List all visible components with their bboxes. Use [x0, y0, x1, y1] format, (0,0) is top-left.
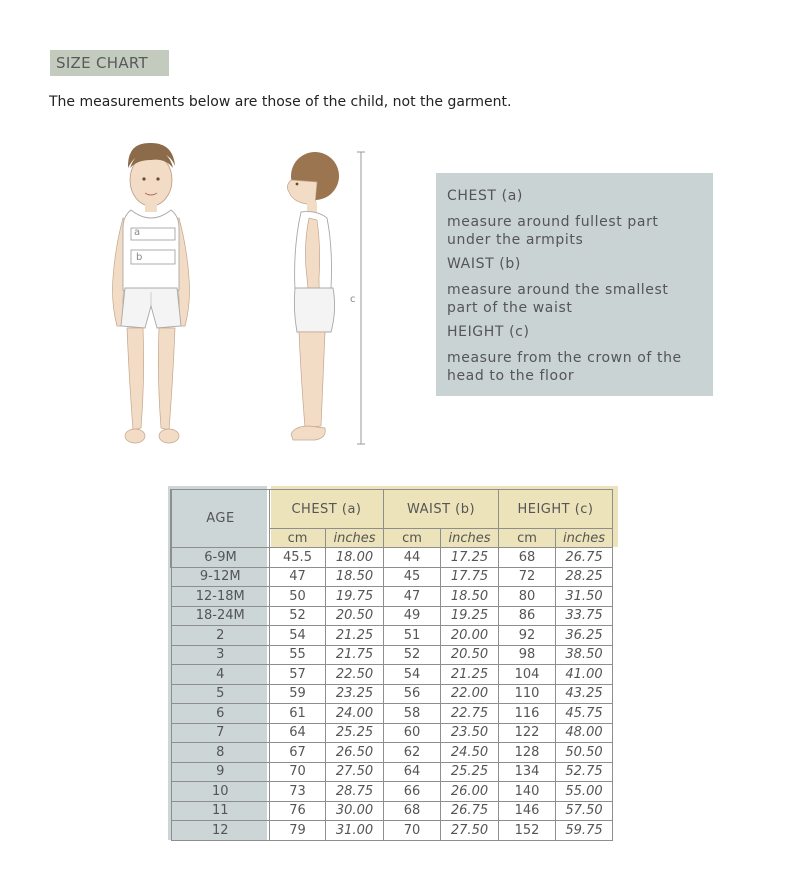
- table-row: [171, 704, 613, 724]
- inches-cell: 52.75: [556, 762, 613, 782]
- cm-cell: 47: [384, 587, 441, 607]
- unit-inches: inches: [326, 529, 384, 548]
- cm-cell: 54: [384, 665, 441, 685]
- cm-cell: 122: [499, 723, 556, 743]
- cm-cell: 45: [384, 567, 441, 587]
- cm-cell: 146: [499, 801, 556, 821]
- table-row: [171, 723, 613, 743]
- age-cell: 9: [171, 762, 270, 782]
- cm-cell: 70: [270, 762, 326, 782]
- age-cell: 12: [171, 821, 270, 841]
- cm-cell: 56: [384, 684, 441, 704]
- cm-cell: 116: [499, 704, 556, 724]
- inches-cell: 23.50: [441, 723, 499, 743]
- inches-cell: 26.75: [441, 801, 499, 821]
- cm-cell: 104: [499, 665, 556, 685]
- age-cell: 12-18M: [171, 587, 270, 607]
- age-cell: 4: [171, 665, 270, 685]
- cm-cell: 68: [499, 548, 556, 568]
- cm-cell: 67: [270, 743, 326, 763]
- age-cell: 11: [171, 801, 270, 821]
- inches-cell: 26.00: [441, 782, 499, 802]
- age-cell: 6: [171, 704, 270, 724]
- inches-cell: 33.75: [556, 606, 613, 626]
- age-cell: 5: [171, 684, 270, 704]
- cm-cell: 92: [499, 626, 556, 646]
- cm-cell: 152: [499, 821, 556, 841]
- height-description: measure from the crown of the head to the floor: [447, 350, 682, 384]
- age-cell: 8: [171, 743, 270, 763]
- inches-cell: 36.25: [556, 626, 613, 646]
- inches-cell: 30.00: [326, 801, 384, 821]
- cm-cell: 80: [499, 587, 556, 607]
- inches-cell: 21.25: [441, 665, 499, 685]
- cm-cell: 59: [270, 684, 326, 704]
- cm-cell: 72: [499, 567, 556, 587]
- table-row: [171, 587, 613, 607]
- label-b: b: [136, 252, 143, 263]
- waist-group-header: WAIST (b): [384, 490, 499, 529]
- table-row: [171, 548, 613, 568]
- cm-cell: 54: [270, 626, 326, 646]
- waist-description: measure around the smallest part of the waist: [447, 282, 669, 316]
- cm-cell: 64: [270, 723, 326, 743]
- inches-cell: 18.50: [441, 587, 499, 607]
- inches-cell: 31.50: [556, 587, 613, 607]
- cm-cell: 55: [270, 645, 326, 665]
- cm-cell: 60: [384, 723, 441, 743]
- inches-cell: 20.00: [441, 626, 499, 646]
- inches-cell: 50.50: [556, 743, 613, 763]
- cm-cell: 68: [384, 801, 441, 821]
- label-a: a: [134, 227, 141, 238]
- cm-cell: 49: [384, 606, 441, 626]
- inches-cell: 48.00: [556, 723, 613, 743]
- inches-cell: 25.25: [441, 762, 499, 782]
- age-cell: 18-24M: [171, 606, 270, 626]
- inches-cell: 31.00: [326, 821, 384, 841]
- size-table: [170, 489, 613, 841]
- unit-cm: cm: [384, 529, 441, 548]
- chest-group-header: CHEST (a): [270, 490, 384, 529]
- cm-cell: 70: [384, 821, 441, 841]
- chest-description: measure around fullest part under the armpits: [447, 214, 659, 248]
- inches-cell: 21.75: [326, 645, 384, 665]
- inches-cell: 19.75: [326, 587, 384, 607]
- cm-cell: 61: [270, 704, 326, 724]
- inches-cell: 19.25: [441, 606, 499, 626]
- inches-cell: 17.25: [441, 548, 499, 568]
- inches-cell: 22.75: [441, 704, 499, 724]
- table-row: [171, 665, 613, 685]
- inches-cell: 41.00: [556, 665, 613, 685]
- height-heading: HEIGHT (c): [447, 324, 530, 340]
- waist-heading: WAIST (b): [447, 256, 521, 272]
- age-cell: 6-9M: [171, 548, 270, 568]
- age-cell: 3: [171, 645, 270, 665]
- table-row: [171, 645, 613, 665]
- cm-cell: 47: [270, 567, 326, 587]
- table-row: [171, 606, 613, 626]
- inches-cell: 24.50: [441, 743, 499, 763]
- inches-cell: 18.50: [326, 567, 384, 587]
- cm-cell: 64: [384, 762, 441, 782]
- height-group-header: HEIGHT (c): [499, 490, 613, 529]
- cm-cell: 58: [384, 704, 441, 724]
- front-view-figure: [113, 143, 190, 443]
- inches-cell: 43.25: [556, 684, 613, 704]
- cm-cell: 44: [384, 548, 441, 568]
- inches-cell: 38.50: [556, 645, 613, 665]
- inches-cell: 55.00: [556, 782, 613, 802]
- age-cell: 2: [171, 626, 270, 646]
- cm-cell: 79: [270, 821, 326, 841]
- cm-cell: 52: [270, 606, 326, 626]
- cm-cell: 110: [499, 684, 556, 704]
- age-cell: 9-12M: [171, 567, 270, 587]
- inches-cell: 20.50: [326, 606, 384, 626]
- height-measure-line: [350, 152, 365, 444]
- cm-cell: 57: [270, 665, 326, 685]
- intro-text: The measurements below are those of the child, not the garment.: [49, 94, 512, 110]
- unit-inches: inches: [556, 529, 613, 548]
- table-row: [171, 626, 613, 646]
- inches-cell: 57.50: [556, 801, 613, 821]
- inches-cell: 21.25: [326, 626, 384, 646]
- cm-cell: 86: [499, 606, 556, 626]
- table-row: [171, 782, 613, 802]
- unit-cm: cm: [499, 529, 556, 548]
- table-row: [171, 567, 613, 587]
- inches-cell: 45.75: [556, 704, 613, 724]
- inches-cell: 26.75: [556, 548, 613, 568]
- inches-cell: 28.75: [326, 782, 384, 802]
- inches-cell: 23.25: [326, 684, 384, 704]
- cm-cell: 73: [270, 782, 326, 802]
- inches-cell: 22.50: [326, 665, 384, 685]
- table-row: [171, 821, 613, 841]
- inches-cell: 24.00: [326, 704, 384, 724]
- cm-cell: 51: [384, 626, 441, 646]
- age-header: AGE: [171, 490, 270, 548]
- cm-cell: 66: [384, 782, 441, 802]
- cm-cell: 98: [499, 645, 556, 665]
- unit-inches: inches: [441, 529, 499, 548]
- measurement-instructions: [436, 173, 713, 396]
- cm-cell: 50: [270, 587, 326, 607]
- label-c: c: [350, 294, 356, 305]
- cm-cell: 76: [270, 801, 326, 821]
- cm-cell: 140: [499, 782, 556, 802]
- table-row: [171, 762, 613, 782]
- cm-cell: 128: [499, 743, 556, 763]
- age-cell: 7: [171, 723, 270, 743]
- inches-cell: 20.50: [441, 645, 499, 665]
- chest-heading: CHEST (a): [447, 188, 523, 204]
- table-row: [171, 743, 613, 763]
- inches-cell: 27.50: [326, 762, 384, 782]
- table-row: [171, 801, 613, 821]
- cm-cell: 52: [384, 645, 441, 665]
- size-chart-title: SIZE CHART: [50, 50, 169, 76]
- cm-cell: 62: [384, 743, 441, 763]
- side-view-figure: [287, 152, 339, 440]
- inches-cell: 25.25: [326, 723, 384, 743]
- child-measurement-illustration: [95, 138, 385, 453]
- table-row: [171, 684, 613, 704]
- inches-cell: 17.75: [441, 567, 499, 587]
- inches-cell: 27.50: [441, 821, 499, 841]
- age-cell: 10: [171, 782, 270, 802]
- inches-cell: 22.00: [441, 684, 499, 704]
- inches-cell: 28.25: [556, 567, 613, 587]
- cm-cell: 134: [499, 762, 556, 782]
- inches-cell: 26.50: [326, 743, 384, 763]
- inches-cell: 18.00: [326, 548, 384, 568]
- inches-cell: 59.75: [556, 821, 613, 841]
- unit-cm: cm: [270, 529, 326, 548]
- cm-cell: 45.5: [270, 548, 326, 568]
